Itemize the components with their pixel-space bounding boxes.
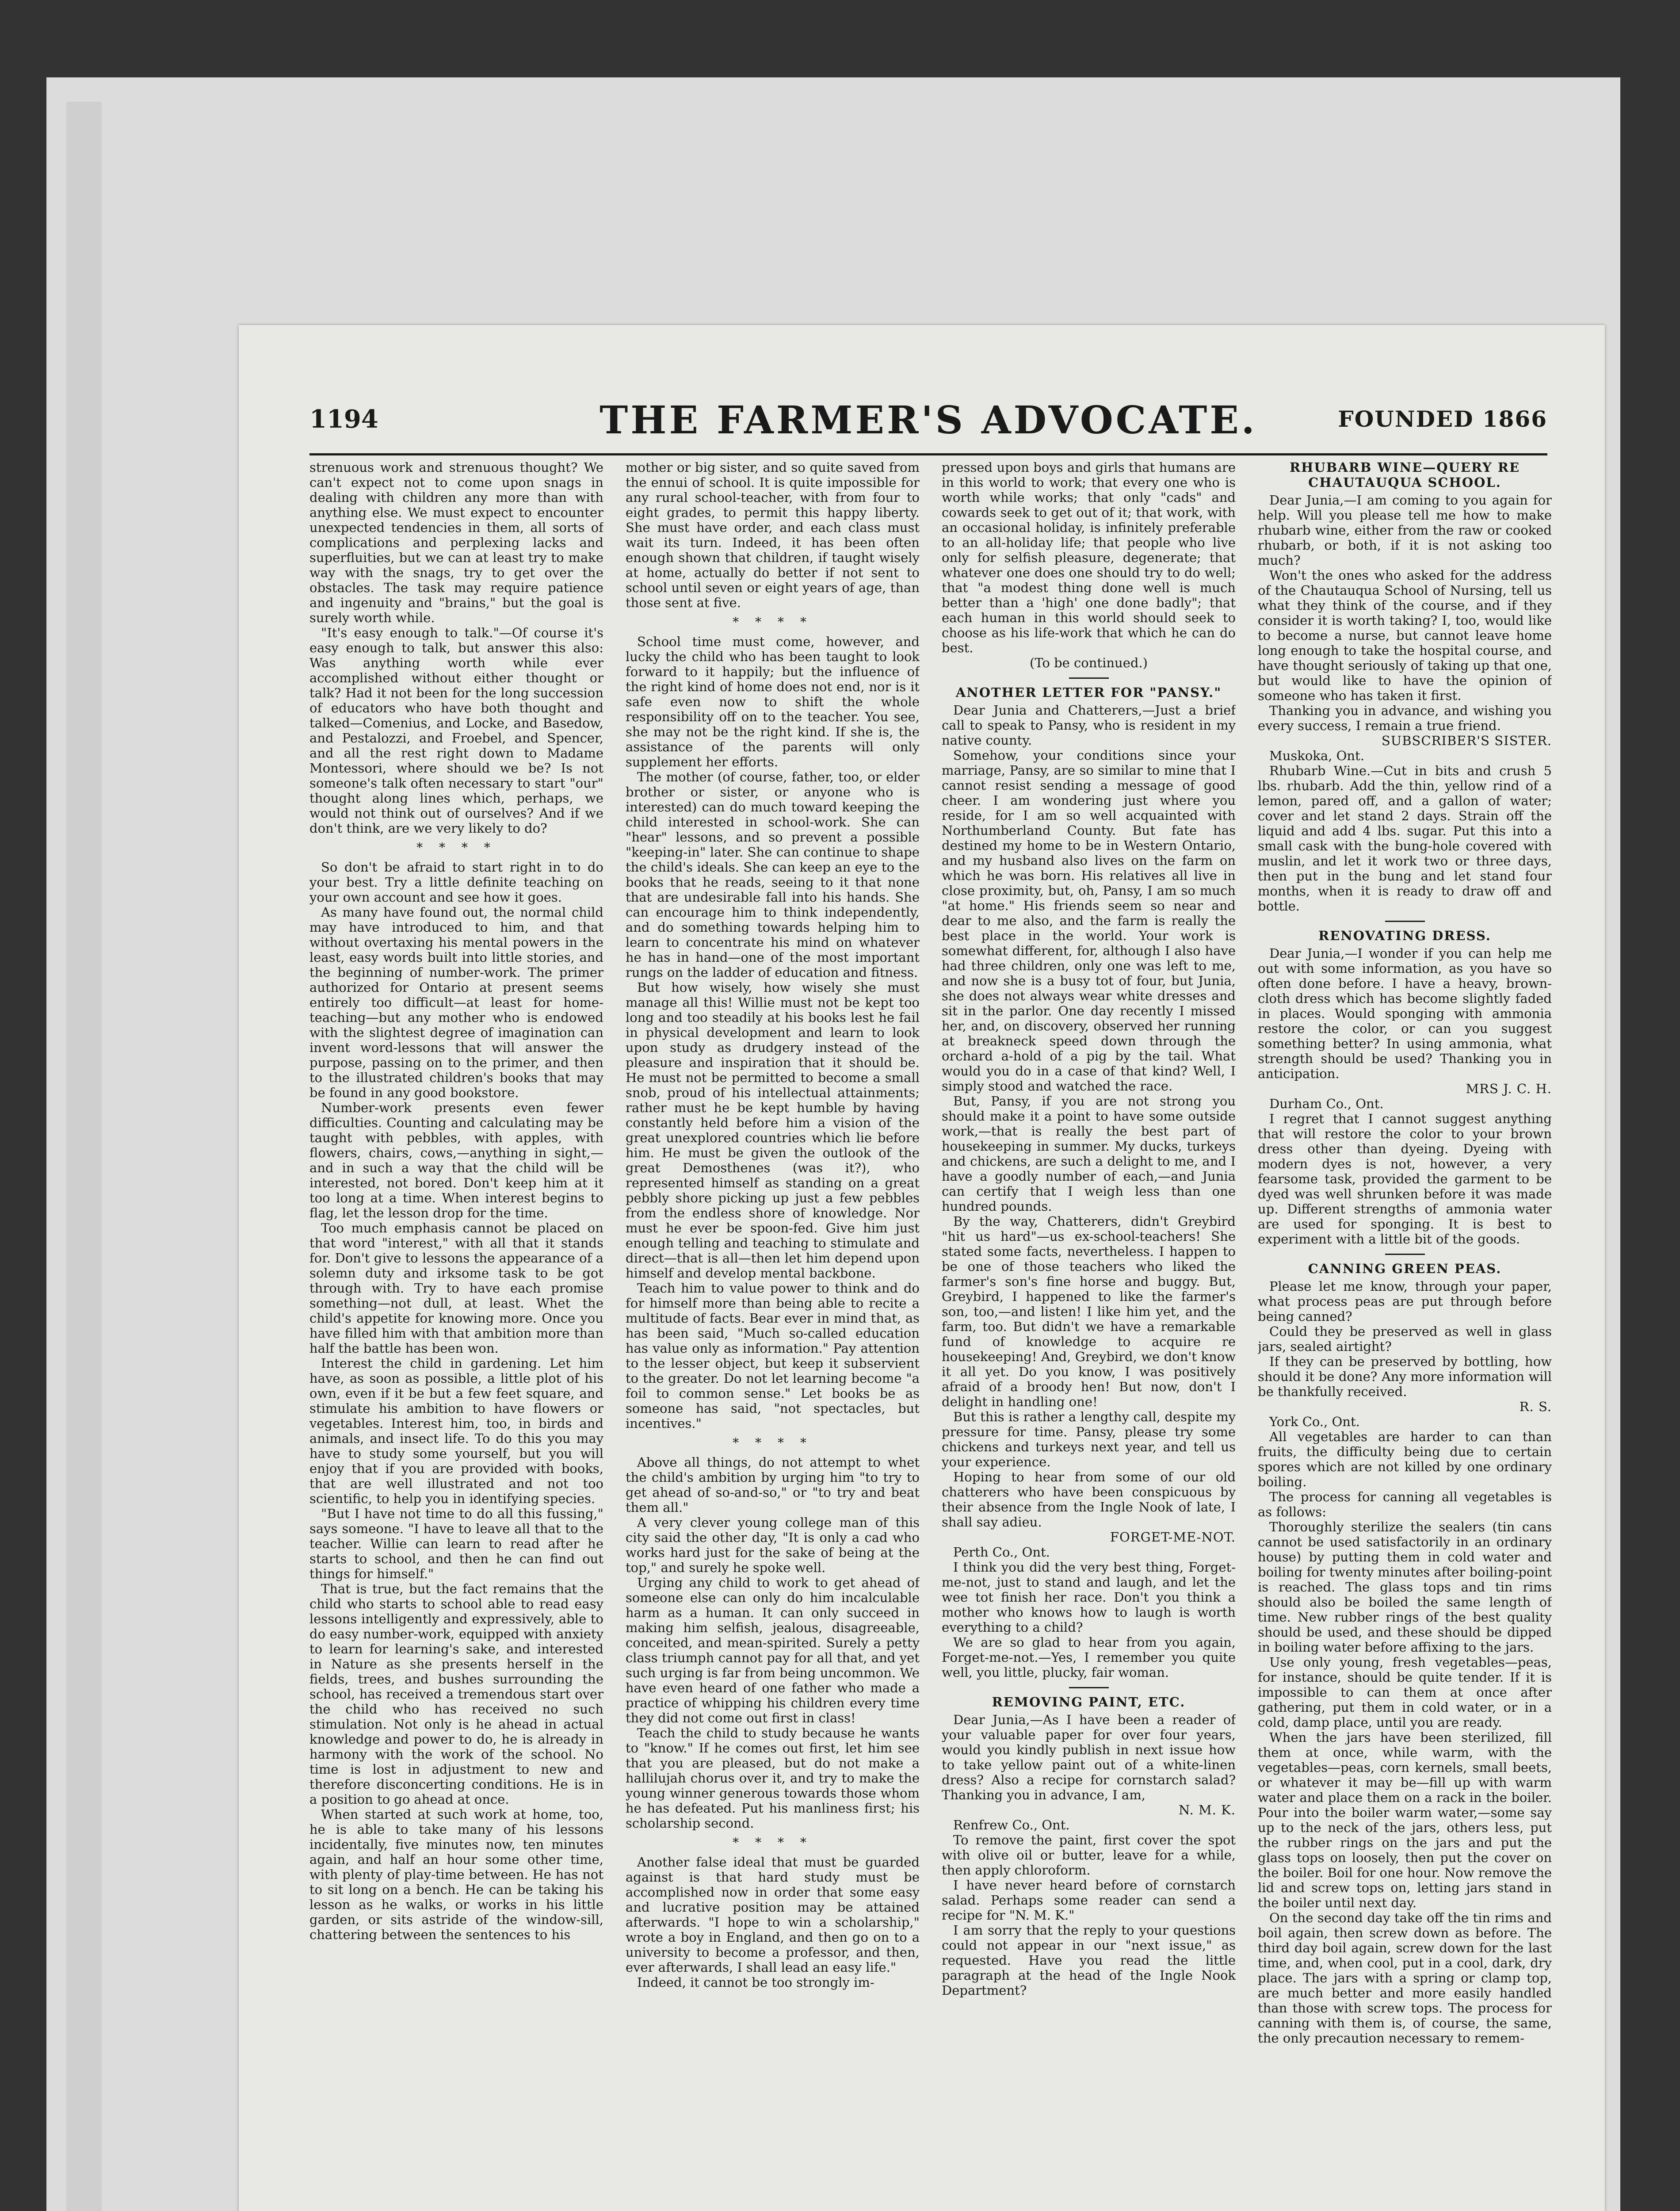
paragraph: mother or big sister, and so quite saved from the ennui of school. It is quite impossible for any rural school-teacher, with from four to eight grades, to permit this happy liberty. She must have order, and each class must wait its turn. Indeed, it has been often enough shown that children, if taught wisely at home, actually do better if not sent to school until seven or eight years of age, than those sent at five. bbox=[626, 460, 920, 610]
paragraph: All vegetables are harder to can than fruits, the difficulty being due to certain spores which are not killed by one ordinary boiling. bbox=[1258, 1429, 1552, 1489]
paragraph: Teach the child to study because he wants to "know." If he comes out first, let him see that you are pleased, but do not make a hallilujah chorus over it, and try to make the young winner generous towards those whom he has defeated. Put his manliness first; his scholarship second. bbox=[626, 1725, 920, 1831]
section-rule bbox=[1385, 1254, 1425, 1255]
paragraph: As many have found out, the normal child may have introduced to him, and that without overtaxing his mental powers in the least, easy words built into little stories, and the beginning of number-work. The primer authorized for Ontario at present seems entirely too difficult—at least for home-teaching—but any mother who is endowed with the slightest degree of imagination can invent word-lessons that will answer the purpose, passing on to the primer, and then to the illustrated children's books that may be found in any good bookstore. bbox=[309, 905, 603, 1100]
paragraph: Hoping to hear from some of our old chatterers who have been conspicuous by their absence from the Ingle Nook of late, I shall say adieu. bbox=[942, 1469, 1236, 1530]
paragraph: Use only young, fresh vegetables—peas, for instance, should be quite tender. If it is impossible to can them at once after gathering, put them in cold water, or in a cold, damp place, until you are ready. bbox=[1258, 1655, 1552, 1730]
paragraph: A very clever young college man of this city said the other day, "It is only a cad who works hard just for the sake of being at the top," and surely he spoke well. bbox=[626, 1515, 920, 1575]
letter-heading: RENOVATING DRESS. bbox=[1318, 928, 1491, 943]
column-2 bbox=[626, 460, 920, 2211]
letter-place: Durham Co., Ont. bbox=[1269, 1096, 1384, 1111]
paragraph: So don't be afraid to start right in to do your best. Try a little definite teaching on your own account and see how it goes. bbox=[309, 860, 603, 905]
paragraph: Above all things, do not attempt to whet the child's ambition by urging him "to try to get ahead of so-and-so," or "to try and beat them all." bbox=[626, 1455, 920, 1515]
paragraph: I think you did the very best thing, Forget-me-not, just to stand and laugh, and let the wee tot finish her race. Don't you think a mother who knows how to laugh is worth everything to a child? bbox=[942, 1560, 1236, 1635]
paragraph: By the way, Chatterers, didn't Greybird "hit us hard"—us ex-school-teachers! She stated some facts, nevertheless. I happen to be one of those teachers who liked the farmer's son's fine horse and buggy. But, Greybird, I happened to like the farmer's son, too,—and listen! I like him yet, and the farm, too. But didn't we have a remarkable fund of knowledge to acquire re housekeeping! And, Greybird, we don't know it all yet. Do you know, I was positively afraid of a broody hen! But now, don't I delight in handling one! bbox=[942, 1214, 1236, 1409]
letter-signature: SUBSCRIBER'S SISTER. bbox=[1381, 733, 1552, 748]
binding-strip bbox=[66, 102, 102, 2211]
letter-place: Renfrew Co., Ont. bbox=[953, 1817, 1070, 1832]
paragraph: That is true, but the fact remains that the child who starts to school able to read easy lessons intelligently and expressively, able to do easy number-work, equipped with anxiety to learn for learning's sake, and interested in Nature as she presents herself in the fields, trees, and bushes surrounding the school, has received a tremendous start over the child who has received no such stimulation. Not only is he ahead in actual knowledge and power to do, he is already in harmony with the work of the school. No time is lost in adjustment to new and therefore disconcerting conditions. He is in a position to go ahead at once. bbox=[309, 1581, 603, 1807]
paragraph: Please let me know, through your paper, what process peas are put through before being canned? bbox=[1258, 1279, 1552, 1324]
section-separator: * * * * bbox=[733, 615, 813, 629]
paragraph: "But I have not time to do all this fussing," says someone. "I have to leave all that to the teacher. Willie can learn to read after he starts to school, and then he can find out things for himself." bbox=[309, 1506, 603, 1581]
letter-place: Muskoka, Ont. bbox=[1269, 748, 1364, 763]
paragraph: I have never heard before of cornstarch salad. Perhaps some reader can send a recipe for "N. M. K." bbox=[942, 1878, 1236, 1923]
paragraph: Interest the child in gardening. Let him have, as soon as possible, a little plot of his own, even if it be but a few feet square, and stimulate his ambition to have flowers or vegetables. Interest him, too, in birds and animals, and insect life. To do this you may have to study some yourself, but you will enjoy that if you are provided with books, that are well illustrated and not too scientific, to help you in identifying species. bbox=[309, 1356, 603, 1506]
paragraph: School time must come, however, and lucky the child who has been taught to look forward to it happily; but the influence of the right kind of home does not end, nor is it safe even now to shift the whole responsibility off on to the teacher. You see, she may not be the right kind. If she is, the assistance of the parents will only supplement her efforts. bbox=[626, 634, 920, 769]
letter-heading: CANNING GREEN PEAS. bbox=[1308, 1261, 1502, 1276]
paragraph: We are so glad to hear from you again, Forget-me-not.—Yes, I remember you quite well, you little, plucky, fair woman. bbox=[942, 1635, 1236, 1680]
section-separator: * * * * bbox=[416, 840, 496, 855]
paragraph: Urging any child to work to get ahead of someone else can only do him incalculable harm as a human. It can only succeed in making him selfish, jealous, disagreeable, conceited, and mean-spirited. Surely a petty class triumph cannot pay for all that, and yet such urging is far from being uncommon. We have even heard of one father who made a practice of whipping his children every time they did not come out first in class! bbox=[626, 1575, 920, 1725]
letter-signature: N. M. K. bbox=[1179, 1802, 1236, 1817]
paragraph: Another false ideal that must be guarded against is that hard study must be accomplished now in order that some easy and lucrative position may be attained afterwards. "I hope to win a scholarship," wrote a boy in England, and then go on to a university to become a professor, and then, ever afterwards, I shall lead an easy life." bbox=[626, 1855, 920, 1975]
page-number: 1194 bbox=[309, 405, 378, 434]
paragraph: Dear Junia,—As I have been a reader of your valuable paper for over four years, would you kindly publish in next issue how to take yellow paint out of a white-linen dress? Also a recipe for cornstarch salad? Thanking you in advance, I am, bbox=[942, 1712, 1236, 1802]
paragraph: The process for canning all vegetables is as follows: bbox=[1258, 1489, 1552, 1519]
paragraph: Number-work presents even fewer difficulties. Counting and calculating may be taught with pebbles, with apples, with flowers, chairs, cows,—anything in sight,—and in such a way that the child will be interested, not bored. Don't keep him at it too long at a time. When interest begins to flag, let the lesson drop for the time. bbox=[309, 1100, 603, 1220]
paragraph: But how wisely, how wisely she must manage all this! Willie must not be kept too long and too steadily at his books lest he fail in physical development and learn to look upon study as drudgery instead of the pleasure and inspiration that it should be. He must not be permitted to become a small snob, proud of his intellectual attainments; rather must he be kept humble by having constantly held before him a vision of the great unexplored countries which lie before him. He must be given the outlook of the great Demosthenes (was it?), who represented himself as standing on a great pebbly shore picking up just a few pebbles from the endless shore of knowledge. Nor must he ever be spoon-fed. Give him just enough telling and teaching to stimulate and direct—that is all—then let him depend upon himself and develop mental backbone. bbox=[626, 980, 920, 1281]
column-1 bbox=[309, 460, 603, 2211]
letter-signature: R. S. bbox=[1519, 1399, 1552, 1414]
paragraph: Dear Junia and Chatterers,—Just a brief call to speak to Pansy, who is resident in my native county. bbox=[942, 703, 1236, 748]
paragraph: I regret that I cannot suggest anything that will restore the color to your brown dress other than dyeing. Dyeing with modern dyes is not, however, a very fearsome task, provided the garment to be dyed was well shrunken before it was made up. Different strengths of ammonia water are used for sponging. It is best to experiment with a little bit of the goods. bbox=[1258, 1111, 1552, 1247]
letter-place: Perth Co., Ont. bbox=[953, 1545, 1050, 1560]
paragraph: The mother (of course, father, too, or elder brother or sister, or anyone who is interested) can do much toward keeping the child interested in school-work. She can "hear" lessons, and so prevent a possible "keeping-in" later. She can continue to shape the child's ideals. She can keep an eye to the books that he reads, seeing to it that none that are undesirable fall into his hands. She can encourage him to think independently, and do something towards helping him to learn to concentrate his mind on whatever he has in hand—one of the most important rungs on the ladder of education and fitness. bbox=[626, 769, 920, 980]
paragraph: But, Pansy, if you are not strong you should make it a point to have some outside work,—that is really the best part of housekeeping in summer. My ducks, turkeys and chickens, are such a delight to me, and I have a goodly number of each,—and Junia can certify that I weigh less than one hundred pounds. bbox=[942, 1094, 1236, 1214]
paragraph: pressed upon boys and girls that humans are in this world to work; that every one who is worth while works; that only "cads" and cowards seek to get out of it; that work, with an occasional holiday, is infinitely preferable to an all-holiday life; that people who live only for selfish pleasure, degenerate; that whatever one does one should try to do well; that "a modest thing done well is much better than a 'high' one done badly"; that each human in this world should seek to choose as his life-work that which he can do best. bbox=[942, 460, 1236, 655]
column-4 bbox=[1258, 460, 1552, 2211]
letter-heading: REMOVING PAINT, ETC. bbox=[992, 1695, 1186, 1710]
paragraph: Rhubarb Wine.—Cut in bits and crush 5 lbs. rhubarb. Add the thin, yellow rind of a lemon, pared off, and a gallon of water; cover and let stand 2 days. Strain off the liquid and add 4 lbs. sugar. Put this into a small cask with the bung-hole covered with muslin, and let it work two or three days, then put in the bung and let stand four months, when it is ready to draw off and bottle. bbox=[1258, 763, 1552, 914]
continued-note: (To be continued.) bbox=[1030, 655, 1148, 670]
paragraph: If they can be preserved by bottling, how should it be done? Any more information will be thankfully received. bbox=[1258, 1354, 1552, 1399]
paragraph: Thanking you in advance, and wishing you every success, I remain a true friend. bbox=[1258, 703, 1552, 733]
page-header bbox=[309, 398, 1547, 447]
paragraph: Too much emphasis cannot be placed on that word "interest," with all that it stands for. Don't give to lessons the appearance of a solemn duty and irksome task to be got through with. Try to have each promise something—not dull, at least. Whet the child's appetite for knowing more. Once you have filled him with that ambition more than half the battle has been won. bbox=[309, 1220, 603, 1356]
letter-signature: FORGET-ME-NOT. bbox=[1110, 1530, 1236, 1545]
letter-place: York Co., Ont. bbox=[1269, 1414, 1360, 1429]
paragraph: Somehow, your conditions since your marriage, Pansy, are so similar to mine that I cannot resist sending a message of good cheer. I am wondering just where you reside, for I am so well acquainted with Northumberland County. But fate has destined my home to be in Western Ontario, and my husband also lives on the farm on which he was born. His relatives all live in close proximity, but, oh, Pansy, I am so much "at home." His friends seem so near and dear to me also, and the farm is really the best place in the world. Your work is somewhat different, for, although I also have had three children, only one was left to me, and now she is a busy tot of four, but Junia, she does not always wear white dresses and sit in the parlor. One day recently I missed her, and, on discovery, observed her running at breakneck speed down through the orchard a-hold of a pig by the tail. What would you do in a case of that kind? Well, I simply stood and watched the race. bbox=[942, 748, 1236, 1094]
founded-date: FOUNDED 1866 bbox=[1338, 406, 1547, 432]
section-separator: * * * * bbox=[733, 1835, 813, 1850]
column-3 bbox=[942, 460, 1236, 2211]
paragraph: Could they be preserved as well in glass jars, sealed airtight? bbox=[1258, 1324, 1552, 1354]
section-rule bbox=[1385, 921, 1425, 922]
paragraph: When started at such work at home, too, he is able to take many of his lessons incidentally, five minutes now, ten minutes again, and half an hour some other time, with plenty of play-time between. He has not to sit long on a bench. He can be taking his lesson as he walks, or works in his little garden, or sits astride of the window-sill, chattering between the sentences to his bbox=[309, 1807, 603, 1942]
section-rule bbox=[1069, 677, 1109, 679]
newspaper-page bbox=[239, 325, 1605, 2211]
paragraph: Dear Junia,—I am coming to you again for help. Will you please tell me how to make rhubarb wine, either from the raw or cooked rhubarb, or both, if it is not asking too much? bbox=[1258, 493, 1552, 568]
paragraph: Thoroughly sterilize the sealers (tin cans cannot be used satisfactorily in an ordinary house) by putting them in cold water and boiling for twenty minutes after boiling-point is reached. The glass tops and tin rims should also be boiled the same length of time. New rubber rings of the best quality should be used, and these should be dipped in boiling water before affixing to the jars. bbox=[1258, 1519, 1552, 1655]
letter-signature: MRS J. C. H. bbox=[1466, 1081, 1552, 1096]
paragraph: But this is rather a lengthy call, despite my pressure for time. Pansy, please try some chickens and turkeys next year, and tell us your experience. bbox=[942, 1409, 1236, 1469]
paragraph: Indeed, it cannot be too strongly im- bbox=[637, 1975, 874, 1990]
paragraph: To remove the paint, first cover the spot with olive oil or butter, leave for a while, then apply chloroform. bbox=[942, 1832, 1236, 1878]
header-rule bbox=[309, 453, 1547, 455]
paragraph: When the jars have been sterilized, fill them at once, while warm, with the vegetables—peas, corn kernels, small beets, or whatever it may be—fill up with warm water and place them on a rack in the boiler. Pour into the boiler warm water,—some say up to the neck of the jars, others less, put the rubber rings on the jars and put the glass tops on loosely, then put the cover on the boiler. Boil for one hour. Now remove the lid and screw tops on, letting jars stand in the boiler until next day. bbox=[1258, 1730, 1552, 1910]
paragraph: I am sorry that the reply to your questions could not appear in our "next issue," as requested. Have you read the little paragraph at the head of the Ingle Nook Department? bbox=[942, 1923, 1236, 1998]
paragraph: On the second day take off the tin rims and boil again, then screw down as before. The third day boil again, screw down for the last time, and, when cool, put in a cool, dark, dry place. The jars with a spring or clamp top, are much better and more easily handled than those with screw tops. The process for canning with them is, of course, the same, the only precaution necessary to remem- bbox=[1258, 1910, 1552, 2046]
paragraph: strenuous work and strenuous thought? We can't expect not to come upon snags in dealing with children any more than with anything else. We must expect to encounter unexpected tendencies in them, all sorts of complications and perplexing lacks and superfluities, but we can at least try to make way with the snags, try to get over the obstacles. The task may require patience and ingenuity and "brains," but the goal is surely worth while. bbox=[309, 460, 603, 625]
journal-title: THE FARMER'S ADVOCATE. bbox=[599, 398, 1257, 443]
paragraph: "It's easy enough to talk."—Of course it's easy enough to talk, but answer this also: Was anything worth while ever accomplished without either thought or talk? Had it not been for the long succession of educators who have both thought and talked—Comenius, and Locke, and Basedow, and Pestalozzi, and Froebel, and Spencer, and all the rest right down to Madame Montessori, where should we be? Is not someone's talk often necessary to start "our" thought along lines which, perhaps, we would not think out of ourselves? And if we don't think, are we very likely to do? bbox=[309, 625, 603, 836]
paragraph: Dear Junia,—I wonder if you can help me out with some information, as you have so often done before. I have a heavy, brown-cloth dress which has become slightly faded in places. Would sponging with ammonia restore the color, or can you suggest something better? In using ammonia, what strength should be used? Thanking you in anticipation. bbox=[1258, 946, 1552, 1081]
paragraph: Teach him to value power to think and do for himself more than being able to recite a multitude of facts. Bear ever in mind that, as has been said, "Much so-called education has value only as information." Pay attention to the lesser object, but keep it subservient to the greater. Do not let learning become "a foil to common sense." Let books be as someone has said, "not spectacles, but incentives." bbox=[626, 1281, 920, 1431]
section-separator: * * * * bbox=[733, 1435, 813, 1450]
paragraph: Won't the ones who asked for the address of the Chautauqua School of Nursing, tell us what they think of the course, and if they consider it is worth taking? I, too, would like to become a nurse, but cannot leave home long enough to take the hospital course, and have thought seriously of taking up that one, but would like to have the opinion of someone who has taken it first. bbox=[1258, 568, 1552, 703]
letter-heading: ANOTHER LETTER FOR "PANSY." bbox=[955, 685, 1222, 700]
letter-heading: RHUBARB WINE—QUERY RE CHAUTAUQUA SCHOOL. bbox=[1289, 460, 1520, 490]
section-rule bbox=[1069, 1687, 1109, 1688]
